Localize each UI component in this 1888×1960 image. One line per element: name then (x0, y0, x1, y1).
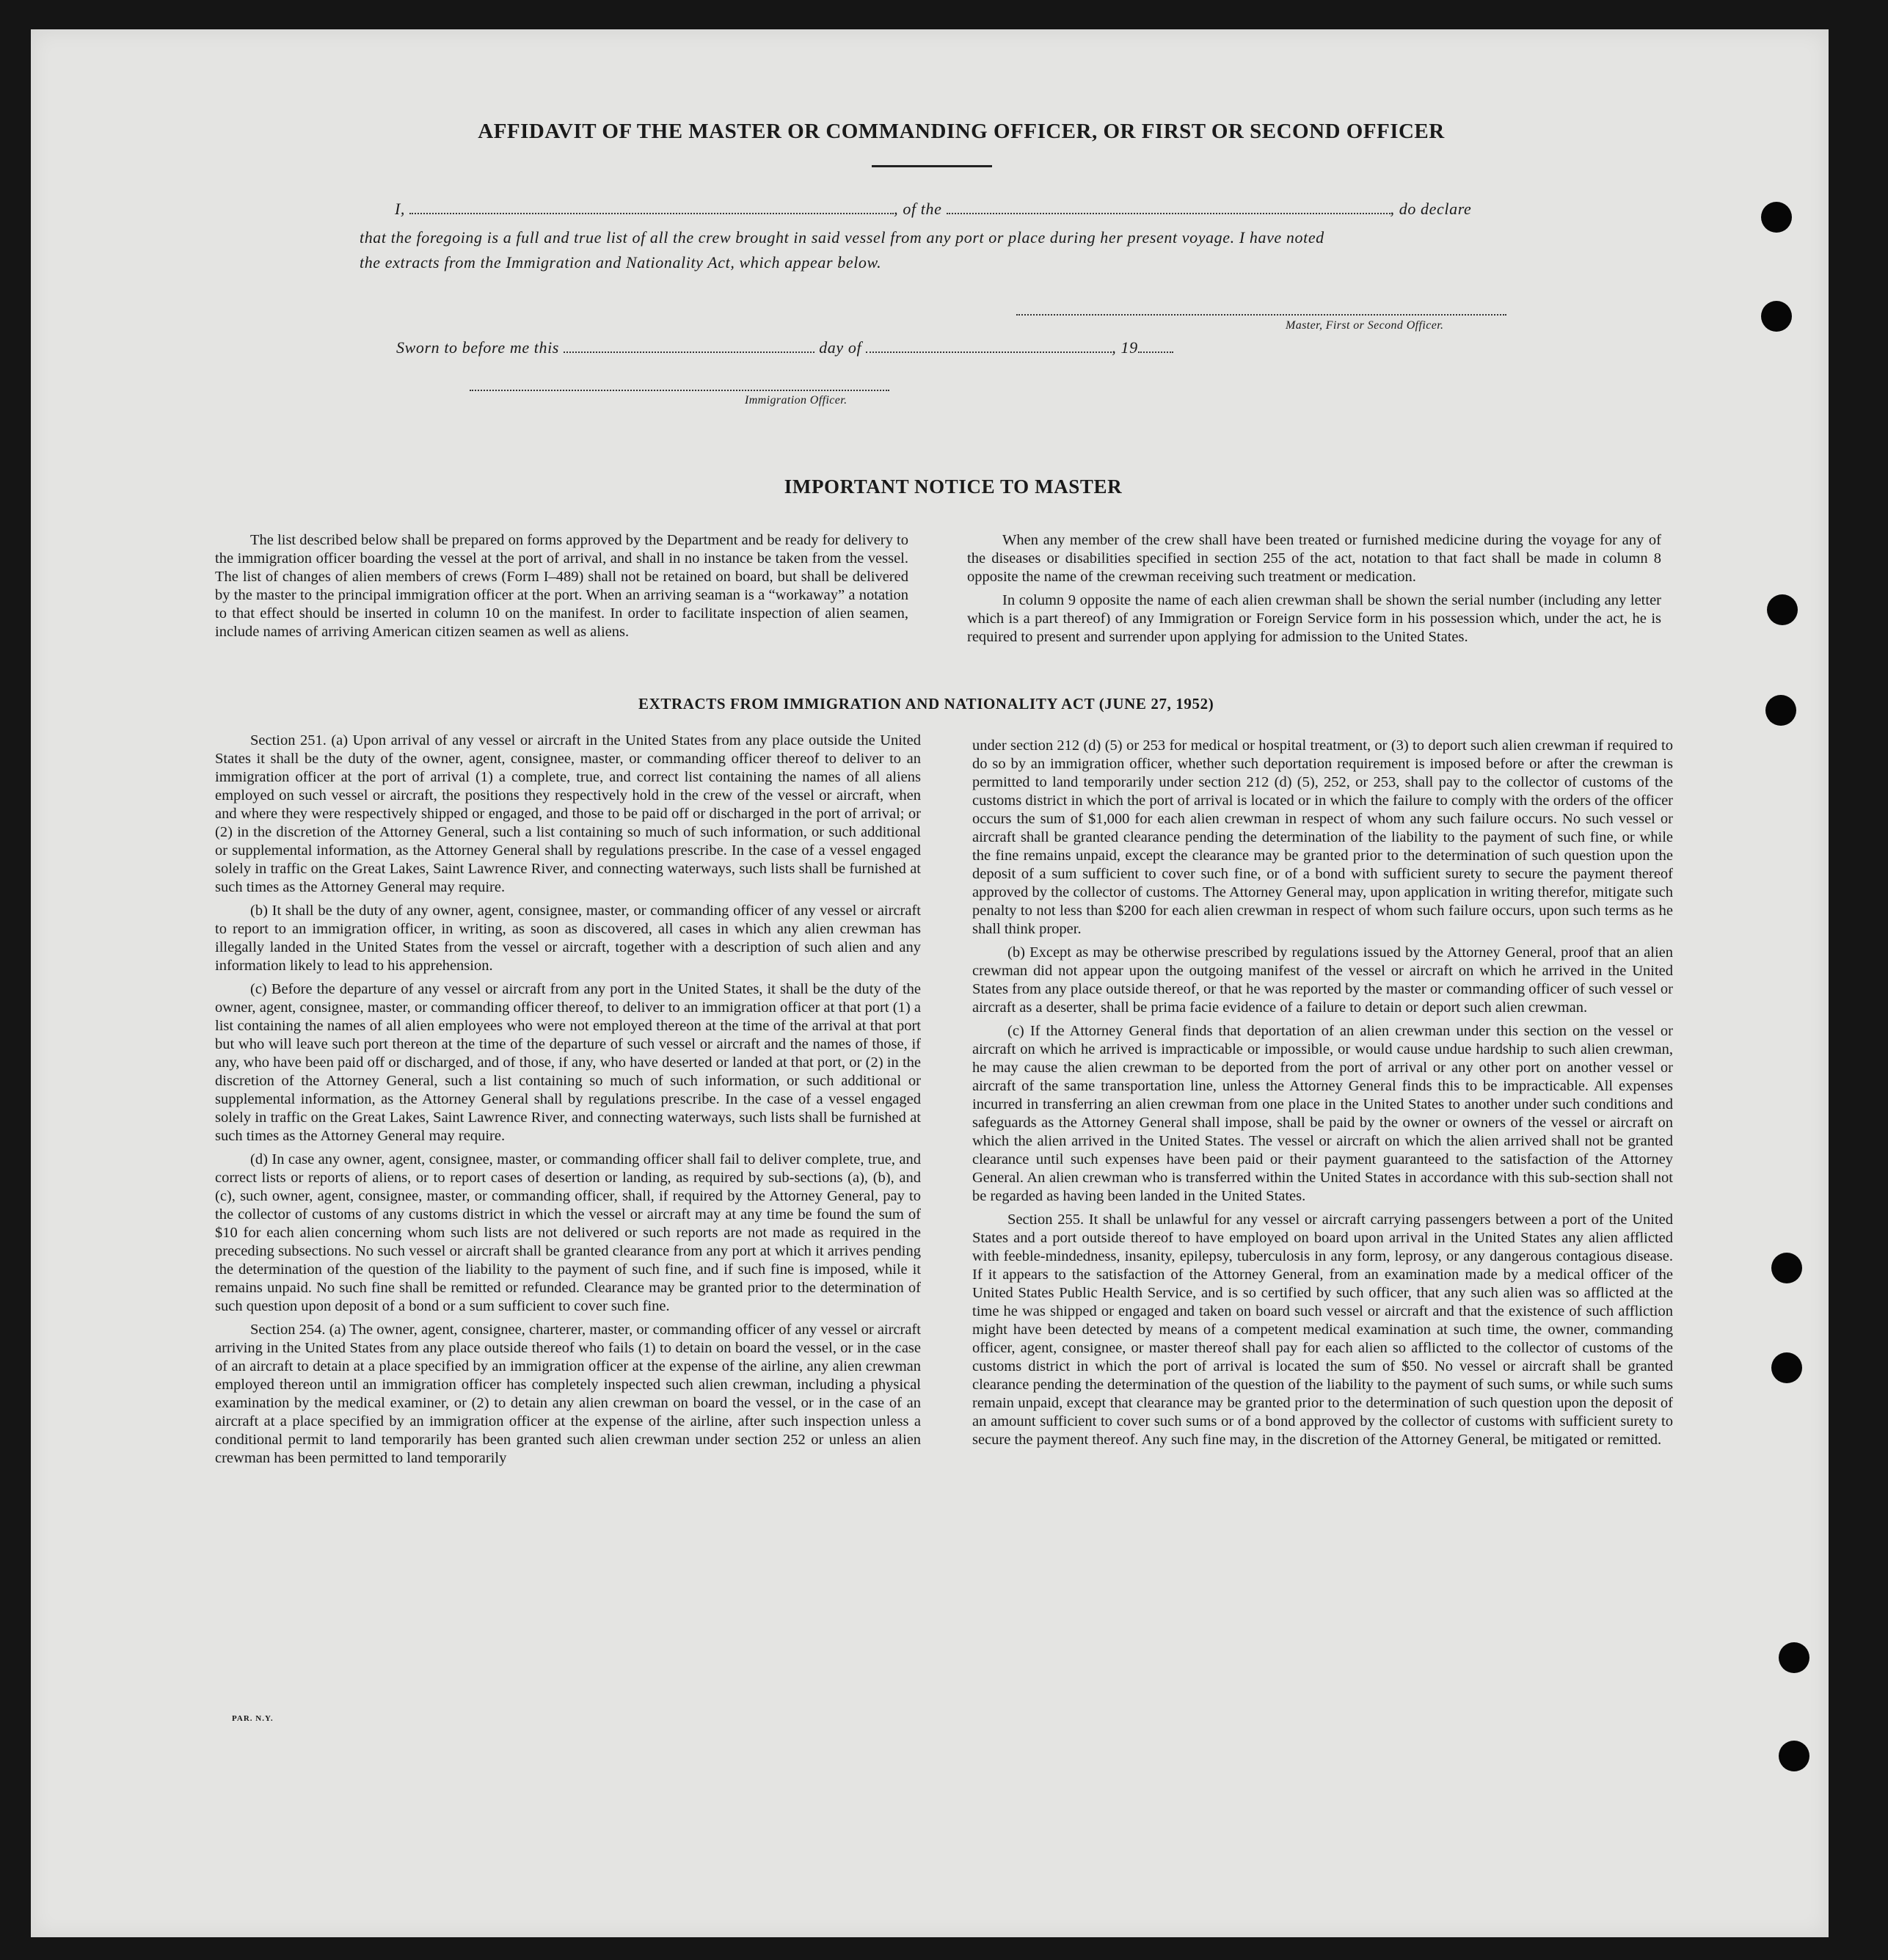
punch-hole (1761, 202, 1792, 233)
section-251-d: (d) In case any owner, agent, consignee, master, or commanding officer shall fail to deliver complete, true, and correct lists or reports of aliens, or to report cases of desertion or landing, as required by sub-sections (a), (b), and (c), such owner, agent, consignee, master, or commanding officer, shall, if required by the Attorney General, pay to the collector of customs of any customs district in which the vessel or aircraft may at any time be found the sum of $10 for each alien concerning whom such lists are not delivered or such reports are not made as required in the preceding subsections. No such vessel or aircraft shall be granted clearance from any port at which it arrives pending the determination of the question of the liability to the payment of such fine, and if such fine is imposed, while it remains unpaid. No such fine shall be remitted or refunded. Clearance may be granted prior to the determination of such question upon deposit of a bond or a sum sufficient to cover such fine. (215, 1151, 921, 1314)
section-255: Section 255. It shall be unlawful for any vessel or aircraft carrying passengers between a port of the United States and a port outside thereof to have employed on board upon arrival in the United States any alien afflicted with feeble-mindedness, insanity, epilepsy, tuberculosis in any form, leprosy, or any dangerous contagious disease. If it appears to the satisfaction of the Attorney General, from an examination made by a medical officer of the United States Public Health Service, and is so certified by such officer, that any such alien was so afflicted at the time he was shipped or engaged and taken on board such vessel or aircraft and that the existence of such affliction might have been detected by means of a competent medical examination at such time, the owner, commanding officer, agent, consignee, or master thereof shall pay for each alien so afflicted to the collector of customs of the customs district in which the port of arrival is located the sum of $50. No vessel or aircraft shall be granted clearance pending the determination of the question of the liability to the payment of such sums, or while such sums remain unpaid, except that clearance may be granted prior to the determination of such question upon the deposit of an amount sufficient to cover such sums or of a bond approved by the collector of customs with sufficient surety to secure the payment thereof. Any such fine may, in the discretion of the Attorney General, be mitigated or remitted. (972, 1212, 1673, 1448)
section-254-c: (c) If the Attorney General finds that deportation of an alien crewman under this section on the vessel or aircraft on which he arrived is impracticable or impossible, or would cause undue hardship to such alien crewman, he may cause the alien crewman to be deported from the port of arrival or any other port on another vessel or aircraft of the same transportation line, unless the Attorney General finds this to be impracticable. All expenses incurred in transferring an alien crewman from one place in the United States to another under such conditions and safeguards as the Attorney General shall impose, shall be paid by the owner or owners of the vessel or aircraft on which the alien arrived in the United States. The vessel or aircraft on which the alien arrived shall not be granted clearance until such expenses have been paid or their payment guaranteed to the satisfaction of the Attorney General. An alien crewman who is transferred within the United States in accordance with this sub-section shall not be regarded as having been landed in the United States. (972, 1023, 1673, 1204)
declarant-prefix: I, (395, 200, 406, 218)
affidavit-line-2: that the foregoing is a full and true list of all the crew brought in said vessel from any port or place during her present voyage. I have noted (360, 228, 1324, 247)
punch-hole (1779, 1741, 1809, 1771)
declare-label: , do declare (1390, 200, 1472, 218)
notice-right-paragraph-2: In column 9 opposite the name of each alien crewman shall be shown the serial number (including any letter which is a part thereof) of any Immigration or Foreign Service form in his possession which, under the act, he is required to present and surrender upon applying for admission to the United States. (967, 592, 1661, 645)
notice-left-paragraph: The list described below shall be prepared on forms approved by the Department and be ready for delivery to the immigration officer boarding the vessel at the port of arrival, and shall in no instance be taken from the vessel. The list of changes of alien members of crews (Form I–489) shall not be retained on board, but shall be delivered by the master to the principal immigration officer at the port. When an arriving seaman is a “workaway” a notation to that effect should be inserted in column 10 on the manifest. In order to facilitate inspection of alien seamen, include names of arriving American citizen seamen as well as aliens. (215, 532, 908, 640)
sworn-day-of-label: day of (819, 338, 862, 357)
affidavit-line-3: the extracts from the Immigration and Nationality Act, which appear below. (360, 253, 882, 272)
title-underline (872, 165, 992, 167)
notice-heading: IMPORTANT NOTICE TO MASTER (784, 476, 1123, 498)
extracts-heading: EXTRACTS FROM IMMIGRATION AND NATIONALITY ACT (JUNE 27, 1952) (638, 695, 1214, 713)
extracts-right-column (972, 737, 1673, 1454)
sworn-day-field[interactable] (564, 338, 814, 353)
extracts-left-column (215, 732, 921, 1473)
section-254-a-continued: under section 212 (d) (5) or 253 for medical or hospital treatment, or (3) to deport such alien crewman if required to do so by an immigration officer, whether such deportation requirement is imposed before or after the crewman is permitted to land temporarily under section 212 (d) (5), 252, or 253, shall pay to the collector of customs of the customs district in which the port of arrival is located or in which the failure to comply with the orders of the officer occurs the sum of $1,000 for each alien crewman in respect of whom any such failure occurs. No such vessel or aircraft shall be granted clearance pending the determination of the liability to the payment of such fine, or while the fine remains unpaid, except the clearance may be granted prior to the determination of such question upon the deposit of a sum sufficient to cover such fine, or of a bond with sufficient surety to secure the payment thereof approved by the collector of customs. The Attorney General may, upon application in writing therefor, mitigate such penalty to not less than $200 for each alien crewman in respect of whom such failure occurs, upon such terms as he shall think proper. (972, 737, 1673, 937)
punch-hole (1771, 1253, 1802, 1283)
sworn-month-field[interactable] (866, 338, 1112, 353)
punch-hole (1779, 1642, 1809, 1673)
sworn-prefix: Sworn to before me this (396, 338, 559, 357)
printer-mark: PAR. N.Y. (232, 1714, 274, 1723)
affidavit-title: AFFIDAVIT OF THE MASTER OR COMMANDING OFFICER, OR FIRST OR SECOND OFFICER (478, 120, 1445, 143)
section-254-b: (b) Except as may be otherwise prescribed by regulations issued by the Attorney General, proof that an alien crewman did not appear upon the outgoing manifest of the vessel or aircraft on which he arrived in the United States from any place outside thereof, or that he was reported by the master or commanding officer of such vessel or aircraft as a deserter, shall be prima facie evidence of a failure to detain or deport such alien crewman. (972, 944, 1673, 1016)
of-the-label: , of the (894, 200, 942, 218)
notice-right-column (967, 531, 1661, 652)
notice-right-paragraph-1: When any member of the crew shall have been treated or furnished medicine during the voyage for any of the diseases or disabilities specified in section 255 of the act, notation to that fact shall be made in column 8 opposite the name of the crewman receiving such treatment or medication. (967, 532, 1661, 585)
section-254-a: Section 254. (a) The owner, agent, consignee, charterer, master, or commanding officer of any vessel or aircraft arriving in the United States from any place outside thereof who fails (1) to detain on board the vessel, or in the case of an aircraft to detain at a place specified by an immigration officer at the expense of the airline, any alien crewman employed thereon until an immigration officer has completely inspected such alien crewman, including a physical examination by the medical examiner, or (2) to detain any alien crewman on board the vessel, or in the case of an aircraft at a place specified by an immigration officer at the expense of the airline, after such inspection unless a conditional permit to land temporarily has been granted such alien crewman under section 252 or unless an alien crewman has been permitted to land temporarily (215, 1322, 921, 1466)
punch-hole (1765, 695, 1796, 726)
sworn-year-label: , 19 (1112, 338, 1138, 357)
punch-hole (1761, 301, 1792, 332)
vessel-name-field[interactable] (947, 200, 1391, 214)
immigration-officer-signature-field[interactable] (470, 390, 889, 391)
master-signature-label: Master, First or Second Officer. (1286, 319, 1444, 332)
punch-hole (1771, 1352, 1802, 1383)
affidavit-line-1 (395, 200, 1471, 219)
section-251-b: (b) It shall be the duty of any owner, agent, consignee, master, or commanding officer of any vessel or aircraft to report to an immigration officer, in writing, as soon as discovered, all cases in which any alien crewman has illegally landed in the United States from the vessel or aircraft, together with a description of such alien and any information likely to lead to his apprehension. (215, 903, 921, 974)
punch-hole (1767, 594, 1798, 625)
section-251-a: Section 251. (a) Upon arrival of any vessel or aircraft in the United States from any place outside the United States it shall be the duty of the owner, agent, consignee, master, or commanding officer thereof to deliver to an immigration officer at the port of arrival (1) a complete, true, and correct list containing the names of all aliens employed on such vessel or aircraft, the positions they respectively hold in the crew of the vessel or aircraft, when and where they were respectively shipped or engaged, and those to be paid off or discharged in the port of arrival; or (2) in the discretion of the Attorney General, such a list containing so much of such information, or such additional or supplemental information, as the Attorney General shall by regulations prescribe. In the case of a vessel engaged solely in traffic on the Great Lakes, Saint Lawrence River, and connecting waterways, such lists shall be furnished at such times as the Attorney General may require. (215, 732, 921, 895)
immigration-officer-label: Immigration Officer. (745, 394, 848, 407)
sworn-year-field[interactable] (1138, 338, 1173, 353)
sworn-line (396, 338, 1173, 357)
notice-left-column (215, 531, 908, 646)
master-signature-field[interactable] (1016, 314, 1506, 316)
declarant-name-field[interactable] (409, 200, 894, 214)
section-251-c: (c) Before the departure of any vessel or aircraft from any port in the United States, it shall be the duty of the owner, agent, consignee, master, or commanding officer thereof, to deliver to an immigration officer at that port (1) a list containing the names of all alien employees who were not employed thereon at the time of the arrival at that port but who will leave such port thereon at the time of the departure of such vessel or aircraft and the names of those, if any, who have been paid off or discharged, and of those, if any, who have deserted or landed at that port, or (2) in the discretion of the Attorney General, such a list containing so much of such information, or such additional or supplemental information, as the Attorney General shall by regulations prescribe. In the case of a vessel engaged solely in traffic on the Great Lakes, Saint Lawrence River, and connecting waterways, such lists shall be furnished at such times as the Attorney General may require. (215, 981, 921, 1144)
